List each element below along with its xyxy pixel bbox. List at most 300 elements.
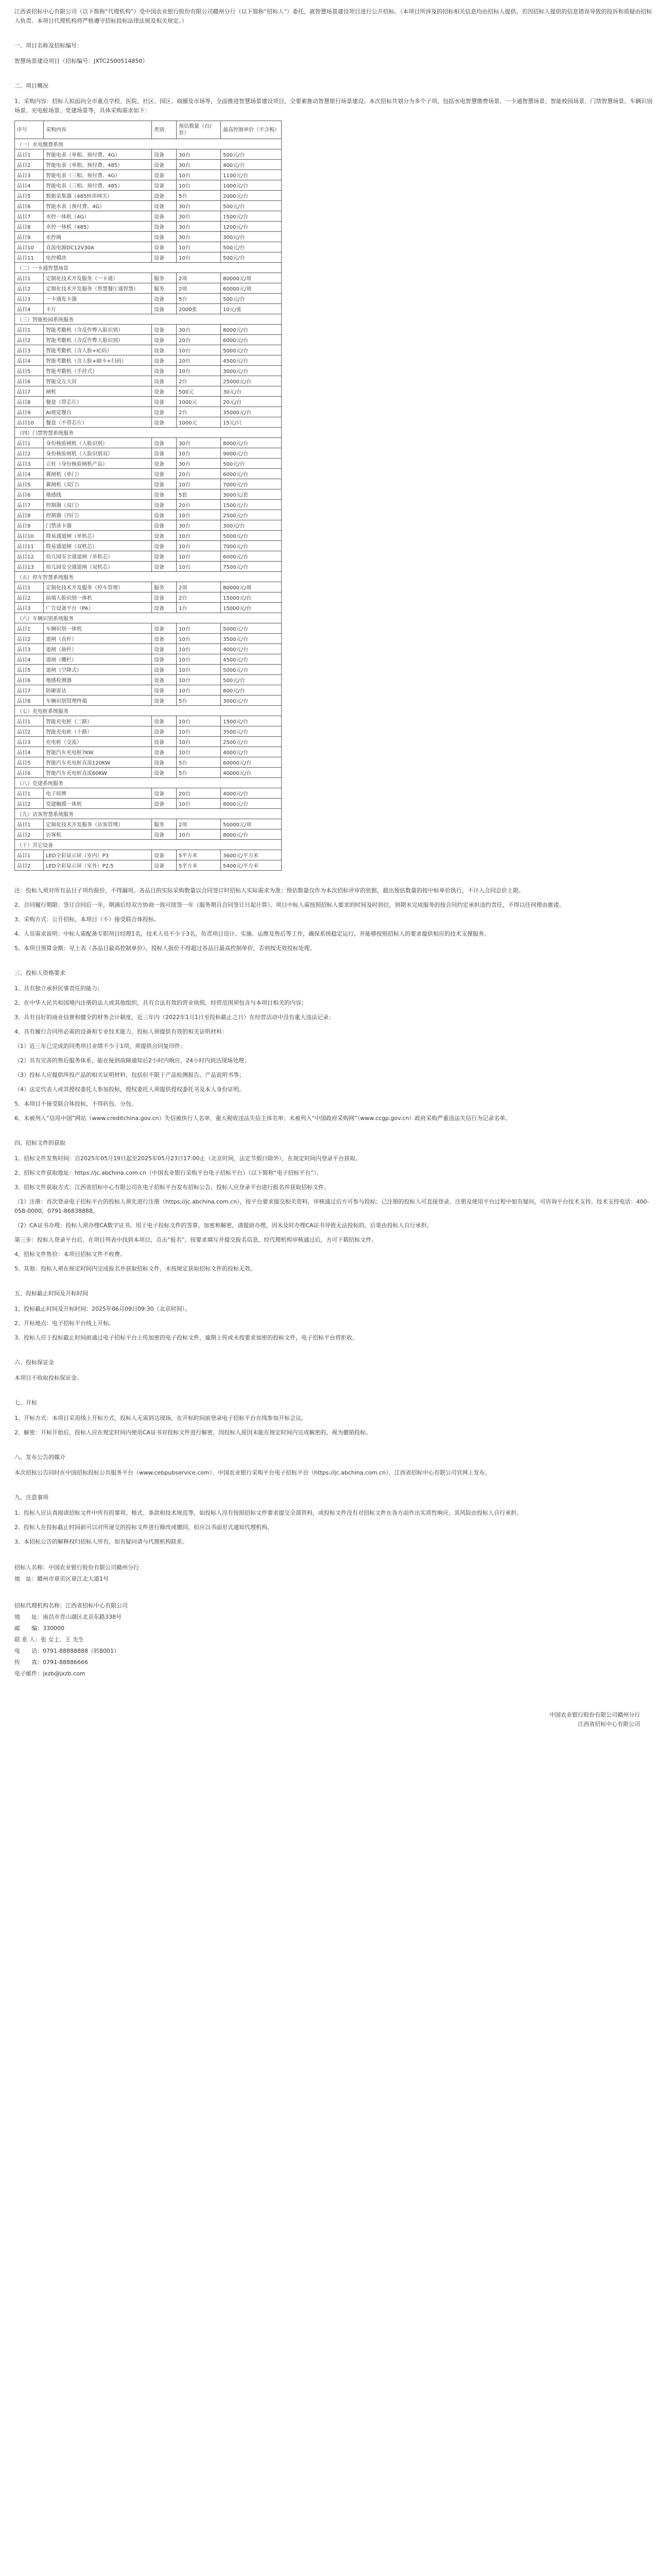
section-title: 二、项目概况 bbox=[14, 82, 48, 89]
cell-index: 品目2 bbox=[15, 592, 44, 603]
table-row bbox=[15, 520, 282, 531]
table-group-row bbox=[15, 428, 282, 438]
cell-price: 9000元/台 bbox=[221, 448, 282, 459]
cell-type: 设备 bbox=[152, 170, 177, 180]
table-row bbox=[15, 325, 282, 335]
cell-type: 设备 bbox=[152, 644, 177, 654]
table-row bbox=[15, 665, 282, 675]
cell-quantity: 10台 bbox=[177, 551, 221, 562]
cell-price: 8000元/台 bbox=[221, 829, 282, 840]
cell-type: 服务 bbox=[152, 819, 177, 829]
cell-index: 品目3 bbox=[15, 170, 44, 180]
cell-type: 设备 bbox=[152, 788, 177, 799]
cell-price: 8000元/台 bbox=[221, 799, 282, 809]
cell-price: 1200元/台 bbox=[221, 222, 282, 232]
section-title: 三、投标人资格要求 bbox=[14, 970, 65, 976]
cell-type: 设备 bbox=[152, 180, 177, 191]
cell-content: 智能考勤机（含人脸+IC码） bbox=[44, 345, 152, 355]
cell-price: 10元/张 bbox=[221, 304, 282, 314]
cell-content: 直流电源DC12V30A bbox=[44, 242, 152, 252]
obtain-item: 1、招标文件发售时间：自2025年05月19日起至2025年05月23日17:00止（北京时间，法定节假日除外），在规定时间内登录平台获取。 bbox=[14, 1155, 361, 1162]
cell-content: 智能考勤机（手持式） bbox=[44, 366, 152, 376]
cell-type: 设备 bbox=[152, 459, 177, 469]
cell-index: 品目6 bbox=[15, 201, 44, 211]
cell-content: 控制器（四门） bbox=[44, 510, 152, 520]
cell-index: 品目1 bbox=[15, 788, 44, 799]
cell-type: 设备 bbox=[152, 757, 177, 768]
notice-item: 1、投标人应认真阅读招标文件中所有的事项、格式、条款和技术规范等，如投标人没有按照招标文件要求提交全部资料，或投标文件没有对招标文件在各方面作出实质性响应，其风险由投标人自行承担。 bbox=[14, 1510, 522, 1516]
cell-price: 5000元/台 bbox=[221, 665, 282, 675]
cell-index: 品目1 bbox=[15, 438, 44, 448]
cell-quantity: 5台 bbox=[177, 294, 221, 304]
cell-quantity: 10台 bbox=[177, 510, 221, 520]
cell-type: 设备 bbox=[152, 479, 177, 489]
cell-content: 翼闸机（单门） bbox=[44, 469, 152, 479]
agency-email[interactable]: 电子邮件：jxzb@jxzb.com bbox=[14, 1670, 85, 1677]
table-row bbox=[15, 242, 282, 252]
cell-quantity: 30台 bbox=[177, 160, 221, 170]
cell-price: 500元/台 bbox=[221, 149, 282, 160]
cell-index: 品目10 bbox=[15, 242, 44, 252]
cell-content: 智能汽车充电桩直流60KW bbox=[44, 768, 152, 778]
table-group-row bbox=[15, 840, 282, 850]
col-header-content: 采购内容 bbox=[44, 121, 152, 139]
cell-content: 车辆识别管理终端 bbox=[44, 696, 152, 706]
note-paragraph: 5、本项目预算金额：见上表（各品目最高控制单价），投标人报价不得超过各品目最高控制单价，否则按无效投标处理。 bbox=[14, 945, 316, 952]
cell-quantity: 20台 bbox=[177, 500, 221, 510]
table-row bbox=[15, 355, 282, 366]
cell-index: 品目8 bbox=[15, 397, 44, 407]
cell-price: 7000元/台 bbox=[221, 479, 282, 489]
tenderer-contact bbox=[14, 1562, 656, 1585]
cell-content: 立柱（身份核验闸机产品） bbox=[44, 459, 152, 469]
cell-type: 设备 bbox=[152, 716, 177, 726]
note-paragraph: 2、合同履行期限：签订合同后一年，期满后经双方协商一致可续签一年（服务期自合同签订日起计算）。项目中标人需按照招标人要求的时间及时到位，到期未完成服务的按合同约定承担违约责任，不得以任何理由推诿。 bbox=[14, 902, 565, 908]
cell-quantity: 30台 bbox=[177, 459, 221, 469]
cell-index: 品目3 bbox=[15, 737, 44, 747]
cell-type: 设备 bbox=[152, 551, 177, 562]
cell-index: 品目8 bbox=[15, 510, 44, 520]
cell-content: 水控阀 bbox=[44, 232, 152, 242]
cell-price: 1000元/台 bbox=[221, 180, 282, 191]
cell-type: 设备 bbox=[152, 376, 177, 386]
cell-index: 品目2 bbox=[15, 335, 44, 345]
cell-content: LED全彩显示屏（室内）P3 bbox=[44, 850, 152, 860]
cell-type: 设备 bbox=[152, 592, 177, 603]
cell-type: 设备 bbox=[152, 747, 177, 757]
cell-type: 设备 bbox=[152, 520, 177, 531]
qualification-item: 1、具有独立承担民事责任的能力； bbox=[14, 985, 103, 992]
cell-type: 设备 bbox=[152, 252, 177, 263]
cell-quantity: 1000元 bbox=[177, 417, 221, 428]
table-row bbox=[15, 696, 282, 706]
tenderer-address: 地 址：赣州市章贡区章江北大道1号 bbox=[14, 1575, 109, 1582]
cell-type: 服务 bbox=[152, 283, 177, 294]
cell-price: 4500元/台 bbox=[221, 654, 282, 665]
table-row bbox=[15, 273, 282, 283]
table-row bbox=[15, 335, 282, 345]
table-row bbox=[15, 551, 282, 562]
cell-index: 品目1 bbox=[15, 149, 44, 160]
table-row bbox=[15, 386, 282, 397]
cell-price: 5000元/台 bbox=[221, 531, 282, 541]
cell-quantity: 10台 bbox=[177, 644, 221, 654]
qualification-item: 4、具有履行合同所必需的设备和专业技术能力，投标人须提供有效的相关证明材料： bbox=[14, 1028, 228, 1035]
cell-content: 水控一体机（4G） bbox=[44, 211, 152, 222]
cell-price: 6000元/台 bbox=[221, 551, 282, 562]
cell-content: 道闸（直杆） bbox=[44, 634, 152, 644]
table-group-row bbox=[15, 706, 282, 716]
cell-price: 3500元/台 bbox=[221, 634, 282, 644]
cell-quantity: 10台 bbox=[177, 252, 221, 263]
cell-content: 电子班牌 bbox=[44, 788, 152, 799]
cell-content: 智能考勤机（含人脸+刷卡+扫码） bbox=[44, 355, 152, 366]
section-title: 五、投标截止时间及开标时间 bbox=[14, 1290, 88, 1297]
cell-index: 品目2 bbox=[15, 448, 44, 459]
table-row bbox=[15, 675, 282, 685]
obtain-item: 4、招标文件售价：本项目招标文件不收费。 bbox=[14, 1251, 126, 1258]
cell-quantity: 10台 bbox=[177, 829, 221, 840]
cell-index: 品目3 bbox=[15, 345, 44, 355]
cell-quantity: 10台 bbox=[177, 685, 221, 696]
table-row bbox=[15, 685, 282, 696]
note-paragraph: 4、人员需求说明：中标人需配备专职项目经理1名，技术人员不少于3名，负责项目设计、实施、运维及售后等工作，确保系统稳定运行，并能够按照招标人的要求提供相应的技术支撑服务。 bbox=[14, 930, 490, 937]
table-row bbox=[15, 562, 282, 572]
cell-type: 设备 bbox=[152, 675, 177, 685]
cell-price: 500元/台 bbox=[221, 675, 282, 685]
cell-type: 设备 bbox=[152, 438, 177, 448]
cell-index: 品目4 bbox=[15, 469, 44, 479]
qualification-item: （2）具有完善的售后服务体系，能在接到故障通知后2小时内响应，24小时内到达现场处理； bbox=[14, 1057, 250, 1064]
cell-quantity: 10台 bbox=[177, 531, 221, 541]
cell-content: 道闸（空降式） bbox=[44, 665, 152, 675]
table-row bbox=[15, 407, 282, 417]
cell-quantity: 30台 bbox=[177, 149, 221, 160]
cell-quantity: 500元 bbox=[177, 386, 221, 397]
table-row bbox=[15, 211, 282, 222]
cell-index: 品目11 bbox=[15, 541, 44, 551]
col-header-index: 序号 bbox=[15, 121, 44, 139]
cell-price: 15000元/台 bbox=[221, 592, 282, 603]
cell-index: 品目1 bbox=[15, 623, 44, 634]
cell-type: 设备 bbox=[152, 294, 177, 304]
cell-type: 设备 bbox=[152, 562, 177, 572]
table-row bbox=[15, 716, 282, 726]
cell-price: 500元/台 bbox=[221, 294, 282, 304]
cell-price: 7000元/台 bbox=[221, 541, 282, 551]
media-item: 本次招标公告同时在中国招标投标公共服务平台（www.cebpubservice.com）、中国农业银行采购平台电子招标平台（https://jc.abchina.com.cn）、江西省招标中心有限公司官网上发布。 bbox=[14, 1469, 491, 1476]
cell-content: 车辆识别一体机 bbox=[44, 623, 152, 634]
obtain-item: 5、其他：投标人须在规定时间内完成报名并获取招标文件，未按规定获取招标文件的投标无效。 bbox=[14, 1265, 256, 1272]
cell-quantity: 1台 bbox=[177, 603, 221, 613]
deadline-item: 3、投标人应于投标截止时间前通过电子招标平台上传加密的电子投标文件，逾期上传或未按要求加密的投标文件，电子招标平台将拒收。 bbox=[14, 1334, 358, 1341]
cell-quantity: 2000张 bbox=[177, 304, 221, 314]
cell-type: 设备 bbox=[152, 160, 177, 170]
obtain-item: 第三步：投标人登录平台后，在项目列表中找到本项目，点击“报名”，按要求填写并提交报名信息，经代理机构审核通过后，方可下载招标文件。 bbox=[14, 1236, 377, 1243]
cell-index: 品目5 bbox=[15, 757, 44, 768]
cell-price: 1500元/台 bbox=[221, 500, 282, 510]
cell-quantity: 10台 bbox=[177, 448, 221, 459]
notice-item: 3、本招标公告的解释权归招标人所有，如有疑问请与代理机构联系。 bbox=[14, 1538, 188, 1545]
table-row bbox=[15, 634, 282, 644]
cell-quantity: 2台 bbox=[177, 376, 221, 386]
opening-item: 1、开标方式：本项目采用线上开标方式，投标人无需到达现场，在开标时间前登录电子招标平台在线参加开标会议。 bbox=[14, 1415, 307, 1421]
cell-price: 35000元/台 bbox=[221, 407, 282, 417]
table-row bbox=[15, 479, 282, 489]
cell-content: 定制化技术开发服务（智慧餐厅通智慧） bbox=[44, 283, 152, 294]
cell-index: 品目4 bbox=[15, 355, 44, 366]
cell-type: 设备 bbox=[152, 726, 177, 737]
cell-content: 定制化技术开发服务（访客管理） bbox=[44, 819, 152, 829]
cell-content: 幼儿园安全通道闸（单机芯） bbox=[44, 551, 152, 562]
cell-index: 品目5 bbox=[15, 191, 44, 201]
cell-quantity: 5平方米 bbox=[177, 850, 221, 860]
cell-content: AI视觉餐台 bbox=[44, 407, 152, 417]
cell-content: 门禁读卡器 bbox=[44, 520, 152, 531]
cell-index: 品目1 bbox=[15, 582, 44, 592]
cell-type: 设备 bbox=[152, 634, 177, 644]
cell-price: 25000元/台 bbox=[221, 376, 282, 386]
cell-quantity: 5台 bbox=[177, 191, 221, 201]
table-row bbox=[15, 417, 282, 428]
table-row bbox=[15, 149, 282, 160]
cell-quantity: 2项 bbox=[177, 582, 221, 592]
cell-type: 设备 bbox=[152, 696, 177, 706]
section-title: 九、注意事项 bbox=[14, 1494, 48, 1501]
qualification-item: （3）投标人应提供所投产品的相关证明材料，包括但不限于产品检测报告、产品说明书等； bbox=[14, 1072, 245, 1078]
cell-content: 水控一体机（485） bbox=[44, 222, 152, 232]
cell-type: 设备 bbox=[152, 737, 177, 747]
signature-tenderer: 中国农业银行股份有限公司赣州分行 bbox=[549, 1711, 640, 1718]
cell-index: 品目10 bbox=[15, 531, 44, 541]
cell-index: 品目11 bbox=[15, 252, 44, 263]
cell-index: 品目2 bbox=[15, 829, 44, 840]
cell-type: 设备 bbox=[152, 201, 177, 211]
cell-content: 一卡通发卡器 bbox=[44, 294, 152, 304]
cell-index: 品目4 bbox=[15, 304, 44, 314]
cell-content: 广告设备平台（PA） bbox=[44, 603, 152, 613]
cell-quantity: 30台 bbox=[177, 222, 221, 232]
cell-quantity: 10台 bbox=[177, 799, 221, 809]
cell-type: 设备 bbox=[152, 654, 177, 665]
cell-content: 地感线 bbox=[44, 489, 152, 500]
cell-index: 品目2 bbox=[15, 160, 44, 170]
table-row bbox=[15, 201, 282, 211]
cell-content: 道闸（栅栏） bbox=[44, 654, 152, 665]
cell-type: 服务 bbox=[152, 273, 177, 283]
qualification-item: （4）法定代表人或其授权委托人参加投标，授权委托人须提供授权委托书及本人身份证明。 bbox=[14, 1086, 245, 1093]
table-row bbox=[15, 170, 282, 180]
cell-type: 设备 bbox=[152, 355, 177, 366]
cell-price: 500元/台 bbox=[221, 459, 282, 469]
cell-price: 5000元/台 bbox=[221, 623, 282, 634]
signature-agency: 江西省招标中心有限公司 bbox=[578, 1721, 640, 1727]
cell-content: 智能交互大屏 bbox=[44, 376, 152, 386]
cell-price: 3000元/台 bbox=[221, 366, 282, 376]
cell-type: 设备 bbox=[152, 149, 177, 160]
table-row bbox=[15, 799, 282, 809]
cell-content: 卡片 bbox=[44, 304, 152, 314]
agency-contacts: 联 系 人：张 女士、王 先生 bbox=[14, 1636, 84, 1643]
cell-quantity: 10台 bbox=[177, 355, 221, 366]
cell-price: 3000元/套 bbox=[221, 489, 282, 500]
section-title: 四、招标文件的获取 bbox=[14, 1140, 65, 1146]
cell-content: 电控模块 bbox=[44, 252, 152, 263]
table-row bbox=[15, 500, 282, 510]
table-row bbox=[15, 489, 282, 500]
cell-price: 2000元/台 bbox=[221, 191, 282, 201]
signature-block bbox=[14, 1710, 656, 1729]
section-opening bbox=[14, 1398, 656, 1437]
cell-content: 餐盘（带芯片） bbox=[44, 397, 152, 407]
cell-price: 6000元/台 bbox=[221, 469, 282, 479]
cell-quantity: 10台 bbox=[177, 665, 221, 675]
cell-content: 智能电表（三相、预付费、485） bbox=[44, 180, 152, 191]
cell-index: 品目1 bbox=[15, 325, 44, 335]
table-row bbox=[15, 510, 282, 520]
cell-content: 智能充电桩（十路） bbox=[44, 726, 152, 737]
section-title: 六、投标保证金 bbox=[14, 1359, 54, 1366]
table-group-row bbox=[15, 139, 282, 149]
table-row bbox=[15, 345, 282, 355]
cell-type: 设备 bbox=[152, 531, 177, 541]
table-row bbox=[15, 850, 282, 860]
cell-index: 品目3 bbox=[15, 294, 44, 304]
cell-type: 服务 bbox=[152, 582, 177, 592]
group-title: （五）停车智慧系统服务 bbox=[15, 572, 282, 582]
cell-price: 4000元/台 bbox=[221, 747, 282, 757]
section-title: 七、开标 bbox=[14, 1399, 37, 1406]
cell-type: 设备 bbox=[152, 685, 177, 696]
cell-content: 数据采集器（485转串网关） bbox=[44, 191, 152, 201]
cell-index: 品目6 bbox=[15, 768, 44, 778]
cell-price: 8000元/台 bbox=[221, 438, 282, 448]
cell-type: 设备 bbox=[152, 232, 177, 242]
cell-type: 设备 bbox=[152, 489, 177, 500]
cell-type: 设备 bbox=[152, 448, 177, 459]
cell-type: 设备 bbox=[152, 386, 177, 397]
section-title: 八、发布公告的媒介 bbox=[14, 1454, 65, 1461]
cell-index: 品目2 bbox=[15, 726, 44, 737]
cell-content: 智能考勤机（含反作弊入脸识别） bbox=[44, 325, 152, 335]
col-header-type: 类别 bbox=[152, 121, 177, 139]
cell-index: 品目9 bbox=[15, 232, 44, 242]
cell-quantity: 30台 bbox=[177, 325, 221, 335]
cell-price: 300元/台 bbox=[221, 232, 282, 242]
table-row bbox=[15, 603, 282, 613]
cell-price: 500元/台 bbox=[221, 201, 282, 211]
agency-address: 地 址：南昌市青山湖区北京东路338号 bbox=[14, 1614, 122, 1620]
group-title: （四）门禁智慧系统服务 bbox=[15, 428, 282, 438]
table-row bbox=[15, 469, 282, 479]
cell-price: 4000元/台 bbox=[221, 788, 282, 799]
table-header-row bbox=[15, 121, 282, 139]
cell-index: 品目5 bbox=[15, 366, 44, 376]
intro-paragraph: 江西省招标中心有限公司（以下简称“代理机构”）受中国农业银行股份有限公司赣州分行（以下简称“招标人”）委托，就智慧场景建设项目进行公开招标。（本项目所涉及的招标相关信息均由招标人提供。若因招标人提供的信息错误导致的投诉和质疑由招标人负责。本项目代理机构将严格遵守招标投标法律法规及相关规定。） bbox=[14, 8, 652, 24]
group-title: （三）智能校园系统服务 bbox=[15, 314, 282, 325]
qualification-item: （1）近三年已完成的同类项目业绩不少于1项，须提供合同复印件； bbox=[14, 1043, 186, 1049]
cell-index: 品目2 bbox=[15, 283, 44, 294]
cell-quantity: 1000元 bbox=[177, 397, 221, 407]
cell-price: 8000元/台 bbox=[221, 325, 282, 335]
cell-content: 道闸（曲杆） bbox=[44, 644, 152, 654]
cell-content: 智能汽车充电桩直流120KW bbox=[44, 757, 152, 768]
cell-content: 智能汽车充电桩7KW bbox=[44, 747, 152, 757]
cell-index: 品目1 bbox=[15, 850, 44, 860]
cell-index: 品目4 bbox=[15, 654, 44, 665]
cell-content: LED全彩显示屏（室外）P2.5 bbox=[44, 860, 152, 871]
cell-price: 300元/台 bbox=[221, 520, 282, 531]
deadline-item: 2、开标地点：电子招标平台线上开标。 bbox=[14, 1320, 114, 1327]
table-row bbox=[15, 376, 282, 386]
cell-quantity: 10台 bbox=[177, 345, 221, 355]
group-title: （一）水电缴费系统 bbox=[15, 139, 282, 149]
cell-type: 设备 bbox=[152, 335, 177, 345]
cell-type: 设备 bbox=[152, 325, 177, 335]
table-row bbox=[15, 160, 282, 170]
cell-type: 设备 bbox=[152, 665, 177, 675]
cell-price: 400元/台 bbox=[221, 160, 282, 170]
cell-type: 设备 bbox=[152, 345, 177, 355]
cell-price: 50000元/项 bbox=[221, 819, 282, 829]
deadline-item: 1、投标截止时间及开标时间：2025年06月09日09:30（北京时间）。 bbox=[14, 1306, 191, 1312]
cell-content: 访客机 bbox=[44, 829, 152, 840]
col-header-price: 最高控制单价（不含税） bbox=[221, 121, 282, 139]
cell-index: 品目5 bbox=[15, 665, 44, 675]
cell-content: 充电桩（交流） bbox=[44, 737, 152, 747]
cell-price: 60000元/项 bbox=[221, 283, 282, 294]
cell-type: 设备 bbox=[152, 603, 177, 613]
obtain-item: 3、招标文件获取方式：江西省招标中心有限公司在电子招标平台发布招标公告，投标人应登录平台进行报名并获取招标文件。 bbox=[14, 1184, 330, 1191]
table-row bbox=[15, 582, 282, 592]
cell-price: 5000元/台 bbox=[221, 345, 282, 355]
note-paragraph: 3、采购方式：公开招标，本项目（不）接受联合体投标。 bbox=[14, 916, 160, 923]
table-row bbox=[15, 304, 282, 314]
cell-index: 品目13 bbox=[15, 562, 44, 572]
section-obtain-documents bbox=[14, 1139, 656, 1274]
cell-price: 2500元/台 bbox=[221, 737, 282, 747]
cell-price: 2500元/台 bbox=[221, 510, 282, 520]
cell-type: 设备 bbox=[152, 304, 177, 314]
cell-type: 设备 bbox=[152, 469, 177, 479]
table-group-row bbox=[15, 314, 282, 325]
table-row bbox=[15, 232, 282, 242]
cell-quantity: 5台 bbox=[177, 757, 221, 768]
cell-content: 地感检测器 bbox=[44, 675, 152, 685]
cell-index: 品目9 bbox=[15, 407, 44, 417]
cell-price: 1500元/台 bbox=[221, 716, 282, 726]
cell-type: 设备 bbox=[152, 623, 177, 634]
cell-content: 闸机 bbox=[44, 386, 152, 397]
group-title: （七）充电桩系统服务 bbox=[15, 706, 282, 716]
cell-quantity: 10台 bbox=[177, 675, 221, 685]
cell-price: 80000元/项 bbox=[221, 582, 282, 592]
cell-content: 简易通道闸（单机芯） bbox=[44, 531, 152, 541]
cell-content: 防砸雷达 bbox=[44, 685, 152, 696]
tenderer-name: 招标人名称：中国农业银行股份有限公司赣州分行 bbox=[14, 1564, 139, 1571]
cell-quantity: 10台 bbox=[177, 747, 221, 757]
cell-index: 品目3 bbox=[15, 644, 44, 654]
cell-price: 7500元/台 bbox=[221, 562, 282, 572]
cell-content: 身份核验闸机（人脸识别双） bbox=[44, 448, 152, 459]
cell-content: 控制器（双门） bbox=[44, 500, 152, 510]
cell-index: 品目10 bbox=[15, 417, 44, 428]
group-title: （八）党建系统服务 bbox=[15, 778, 282, 788]
cell-index: 品目3 bbox=[15, 603, 44, 613]
col-header-quantity: 预估数量（台/套） bbox=[177, 121, 221, 139]
opening-item: 2、解密：开标开始后，投标人应在规定时间内使用CA证书对投标文件进行解密，因投标人原因未能在规定时间内完成解密的，视为撤销投标。 bbox=[14, 1429, 372, 1436]
cell-quantity: 10台 bbox=[177, 242, 221, 252]
